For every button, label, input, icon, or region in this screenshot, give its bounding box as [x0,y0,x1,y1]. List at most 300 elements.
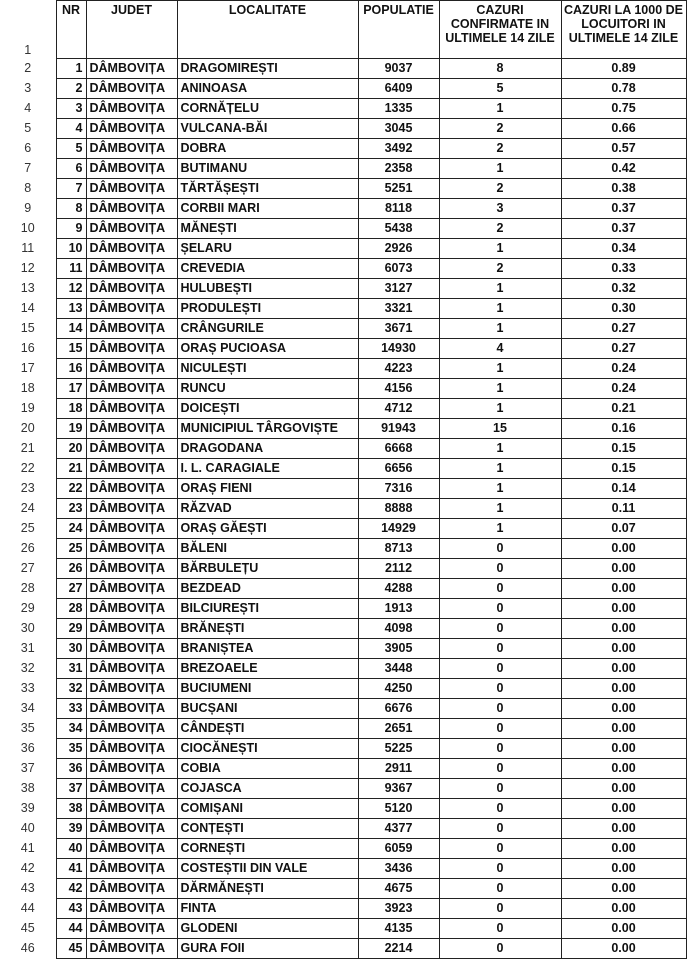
cell-judet[interactable]: DÂMBOVIȚA [86,159,177,179]
cell-rata[interactable]: 0.00 [561,859,686,879]
cell-localitate[interactable]: DOICEȘTI [177,399,358,419]
cell-localitate[interactable]: MĂNEȘTI [177,219,358,239]
cell-judet[interactable]: DÂMBOVIȚA [86,939,177,959]
cell-judet[interactable]: DÂMBOVIȚA [86,719,177,739]
cell-cazuri[interactable]: 2 [439,119,561,139]
cell-populatie[interactable]: 3923 [358,899,439,919]
cell-cazuri[interactable]: 3 [439,199,561,219]
cell-rata[interactable]: 0.00 [561,819,686,839]
row-number[interactable]: 25 [0,519,56,539]
cell-cazuri[interactable]: 0 [439,839,561,859]
cell-judet[interactable]: DÂMBOVIȚA [86,139,177,159]
cell-cazuri[interactable]: 1 [439,279,561,299]
cell-cazuri[interactable]: 1 [439,159,561,179]
cell-judet[interactable]: DÂMBOVIȚA [86,579,177,599]
cell-populatie[interactable]: 9037 [358,59,439,79]
column-header-populatie[interactable]: POPULATIE [358,1,439,59]
cell-localitate[interactable]: PRODULEȘTI [177,299,358,319]
cell-localitate[interactable]: CIOCĂNEȘTI [177,739,358,759]
cell-judet[interactable]: DÂMBOVIȚA [86,119,177,139]
cell-rata[interactable]: 0.00 [561,799,686,819]
row-number[interactable]: 16 [0,339,56,359]
cell-localitate[interactable]: ȘELARU [177,239,358,259]
cell-populatie[interactable]: 2112 [358,559,439,579]
cell-populatie[interactable]: 91943 [358,419,439,439]
cell-populatie[interactable]: 4377 [358,819,439,839]
cell-nr[interactable]: 13 [56,299,86,319]
cell-rata[interactable]: 0.00 [561,739,686,759]
cell-rata[interactable]: 0.38 [561,179,686,199]
cell-populatie[interactable]: 7316 [358,479,439,499]
cell-cazuri[interactable]: 0 [439,759,561,779]
cell-judet[interactable]: DÂMBOVIȚA [86,819,177,839]
row-number[interactable]: 22 [0,459,56,479]
cell-rata[interactable]: 0.27 [561,339,686,359]
cell-populatie[interactable]: 3448 [358,659,439,679]
row-number[interactable]: 43 [0,879,56,899]
cell-localitate[interactable]: BUTIMANU [177,159,358,179]
row-number[interactable]: 29 [0,599,56,619]
cell-cazuri[interactable]: 0 [439,619,561,639]
row-number[interactable]: 30 [0,619,56,639]
cell-populatie[interactable]: 8713 [358,539,439,559]
cell-judet[interactable]: DÂMBOVIȚA [86,879,177,899]
cell-judet[interactable]: DÂMBOVIȚA [86,219,177,239]
cell-nr[interactable]: 31 [56,659,86,679]
cell-cazuri[interactable]: 0 [439,679,561,699]
row-number[interactable]: 15 [0,319,56,339]
cell-nr[interactable]: 24 [56,519,86,539]
cell-localitate[interactable]: COMIȘANI [177,799,358,819]
cell-localitate[interactable]: RUNCU [177,379,358,399]
cell-nr[interactable]: 21 [56,459,86,479]
cell-cazuri[interactable]: 0 [439,899,561,919]
cell-nr[interactable]: 15 [56,339,86,359]
row-number[interactable]: 26 [0,539,56,559]
cell-localitate[interactable]: DRAGODANA [177,439,358,459]
row-number[interactable]: 36 [0,739,56,759]
cell-populatie[interactable]: 4288 [358,579,439,599]
cell-populatie[interactable]: 2651 [358,719,439,739]
cell-cazuri[interactable]: 0 [439,779,561,799]
cell-nr[interactable]: 16 [56,359,86,379]
cell-populatie[interactable]: 6668 [358,439,439,459]
cell-rata[interactable]: 0.16 [561,419,686,439]
cell-nr[interactable]: 28 [56,599,86,619]
cell-localitate[interactable]: BEZDEAD [177,579,358,599]
cell-cazuri[interactable]: 8 [439,59,561,79]
row-number[interactable]: 14 [0,299,56,319]
row-number[interactable]: 3 [0,79,56,99]
cell-nr[interactable]: 35 [56,739,86,759]
cell-localitate[interactable]: BUCIUMENI [177,679,358,699]
cell-nr[interactable]: 32 [56,679,86,699]
cell-populatie[interactable]: 5225 [358,739,439,759]
cell-rata[interactable]: 0.00 [561,619,686,639]
column-header-cazuri[interactable]: CAZURI CONFIRMATE IN ULTIMELE 14 ZILE [439,1,561,59]
cell-cazuri[interactable]: 4 [439,339,561,359]
cell-rata[interactable]: 0.24 [561,379,686,399]
cell-localitate[interactable]: FINTA [177,899,358,919]
cell-judet[interactable]: DÂMBOVIȚA [86,739,177,759]
cell-rata[interactable]: 0.00 [561,839,686,859]
cell-judet[interactable]: DÂMBOVIȚA [86,99,177,119]
cell-rata[interactable]: 0.00 [561,899,686,919]
cell-nr[interactable]: 4 [56,119,86,139]
cell-nr[interactable]: 43 [56,899,86,919]
cell-judet[interactable]: DÂMBOVIȚA [86,359,177,379]
cell-rata[interactable]: 0.00 [561,539,686,559]
cell-nr[interactable]: 33 [56,699,86,719]
cell-judet[interactable]: DÂMBOVIȚA [86,399,177,419]
cell-cazuri[interactable]: 1 [439,99,561,119]
cell-nr[interactable]: 18 [56,399,86,419]
cell-judet[interactable]: DÂMBOVIȚA [86,459,177,479]
cell-rata[interactable]: 0.27 [561,319,686,339]
cell-judet[interactable]: DÂMBOVIȚA [86,179,177,199]
cell-cazuri[interactable]: 2 [439,219,561,239]
cell-judet[interactable]: DÂMBOVIȚA [86,859,177,879]
row-number[interactable]: 41 [0,839,56,859]
cell-judet[interactable]: DÂMBOVIȚA [86,319,177,339]
cell-judet[interactable]: DÂMBOVIȚA [86,659,177,679]
cell-populatie[interactable]: 2358 [358,159,439,179]
cell-populatie[interactable]: 6676 [358,699,439,719]
cell-populatie[interactable]: 14930 [358,339,439,359]
cell-rata[interactable]: 0.00 [561,919,686,939]
cell-nr[interactable]: 44 [56,919,86,939]
cell-populatie[interactable]: 3671 [358,319,439,339]
cell-localitate[interactable]: ORAȘ GĂEȘTI [177,519,358,539]
cell-judet[interactable]: DÂMBOVIȚA [86,779,177,799]
cell-localitate[interactable]: BUCȘANI [177,699,358,719]
cell-nr[interactable]: 17 [56,379,86,399]
cell-localitate[interactable]: HULUBEȘTI [177,279,358,299]
cell-localitate[interactable]: CREVEDIA [177,259,358,279]
cell-populatie[interactable]: 2926 [358,239,439,259]
cell-populatie[interactable]: 5251 [358,179,439,199]
cell-populatie[interactable]: 2214 [358,939,439,959]
cell-judet[interactable]: DÂMBOVIȚA [86,239,177,259]
cell-localitate[interactable]: RĂZVAD [177,499,358,519]
cell-localitate[interactable]: GURA FOII [177,939,358,959]
cell-cazuri[interactable]: 1 [439,459,561,479]
cell-localitate[interactable]: BĂRBULEȚU [177,559,358,579]
row-number[interactable]: 42 [0,859,56,879]
cell-rata[interactable]: 0.34 [561,239,686,259]
cell-judet[interactable]: DÂMBOVIȚA [86,759,177,779]
cell-judet[interactable]: DÂMBOVIȚA [86,479,177,499]
cell-nr[interactable]: 9 [56,219,86,239]
row-number[interactable]: 4 [0,99,56,119]
cell-cazuri[interactable]: 1 [439,479,561,499]
row-number[interactable]: 24 [0,499,56,519]
cell-cazuri[interactable]: 0 [439,819,561,839]
cell-cazuri[interactable]: 2 [439,139,561,159]
cell-judet[interactable]: DÂMBOVIȚA [86,339,177,359]
cell-judet[interactable]: DÂMBOVIȚA [86,439,177,459]
row-number[interactable]: 28 [0,579,56,599]
cell-judet[interactable]: DÂMBOVIȚA [86,59,177,79]
cell-localitate[interactable]: ORAȘ FIENI [177,479,358,499]
cell-judet[interactable]: DÂMBOVIȚA [86,639,177,659]
row-number[interactable]: 20 [0,419,56,439]
cell-judet[interactable]: DÂMBOVIȚA [86,699,177,719]
cell-cazuri[interactable]: 1 [439,359,561,379]
cell-cazuri[interactable]: 1 [439,519,561,539]
cell-rata[interactable]: 0.32 [561,279,686,299]
cell-populatie[interactable]: 3321 [358,299,439,319]
cell-rata[interactable]: 0.00 [561,579,686,599]
cell-populatie[interactable]: 8888 [358,499,439,519]
row-number[interactable]: 7 [0,159,56,179]
column-header-localitate[interactable]: LOCALITATE [177,1,358,59]
row-number[interactable]: 45 [0,919,56,939]
cell-localitate[interactable]: CORBII MARI [177,199,358,219]
cell-populatie[interactable]: 6059 [358,839,439,859]
row-number[interactable]: 10 [0,219,56,239]
cell-nr[interactable]: 2 [56,79,86,99]
cell-nr[interactable]: 45 [56,939,86,959]
cell-nr[interactable]: 30 [56,639,86,659]
cell-cazuri[interactable]: 1 [439,379,561,399]
cell-populatie[interactable]: 6656 [358,459,439,479]
cell-cazuri[interactable]: 1 [439,439,561,459]
cell-cazuri[interactable]: 5 [439,79,561,99]
cell-rata[interactable]: 0.21 [561,399,686,419]
cell-cazuri[interactable]: 0 [439,599,561,619]
cell-nr[interactable]: 1 [56,59,86,79]
cell-localitate[interactable]: I. L. CARAGIALE [177,459,358,479]
cell-cazuri[interactable]: 0 [439,639,561,659]
cell-rata[interactable]: 0.15 [561,439,686,459]
cell-cazuri[interactable]: 0 [439,879,561,899]
cell-rata[interactable]: 0.24 [561,359,686,379]
cell-localitate[interactable]: CORNEȘTI [177,839,358,859]
cell-cazuri[interactable]: 2 [439,259,561,279]
cell-nr[interactable]: 11 [56,259,86,279]
cell-judet[interactable]: DÂMBOVIȚA [86,599,177,619]
cell-localitate[interactable]: CORNĂȚELU [177,99,358,119]
cell-judet[interactable]: DÂMBOVIȚA [86,799,177,819]
cell-nr[interactable]: 34 [56,719,86,739]
cell-judet[interactable]: DÂMBOVIȚA [86,839,177,859]
cell-rata[interactable]: 0.37 [561,219,686,239]
cell-nr[interactable]: 40 [56,839,86,859]
row-number[interactable]: 17 [0,359,56,379]
cell-cazuri[interactable]: 1 [439,239,561,259]
row-number[interactable]: 35 [0,719,56,739]
row-number[interactable]: 40 [0,819,56,839]
cell-nr[interactable]: 5 [56,139,86,159]
cell-nr[interactable]: 12 [56,279,86,299]
row-number[interactable]: 27 [0,559,56,579]
cell-populatie[interactable]: 3436 [358,859,439,879]
cell-localitate[interactable]: DRAGOMIREȘTI [177,59,358,79]
cell-judet[interactable]: DÂMBOVIȚA [86,79,177,99]
cell-nr[interactable]: 23 [56,499,86,519]
cell-populatie[interactable]: 4098 [358,619,439,639]
row-number[interactable]: 19 [0,399,56,419]
cell-cazuri[interactable]: 0 [439,739,561,759]
column-header-rata[interactable]: CAZURI LA 1000 DE LOCUITORI IN ULTIMELE 14 ZILE [561,1,686,59]
cell-cazuri[interactable]: 0 [439,579,561,599]
cell-nr[interactable]: 19 [56,419,86,439]
cell-cazuri[interactable]: 1 [439,299,561,319]
cell-rata[interactable]: 0.30 [561,299,686,319]
row-number[interactable]: 32 [0,659,56,679]
cell-localitate[interactable]: DOBRA [177,139,358,159]
row-number[interactable]: 31 [0,639,56,659]
cell-populatie[interactable]: 1335 [358,99,439,119]
cell-rata[interactable]: 0.75 [561,99,686,119]
cell-nr[interactable]: 10 [56,239,86,259]
cell-judet[interactable]: DÂMBOVIȚA [86,539,177,559]
row-number[interactable]: 34 [0,699,56,719]
cell-judet[interactable]: DÂMBOVIȚA [86,279,177,299]
cell-localitate[interactable]: COJASCA [177,779,358,799]
cell-rata[interactable]: 0.00 [561,559,686,579]
cell-rata[interactable]: 0.00 [561,679,686,699]
cell-judet[interactable]: DÂMBOVIȚA [86,559,177,579]
row-number[interactable]: 2 [0,59,56,79]
cell-rata[interactable]: 0.00 [561,719,686,739]
cell-populatie[interactable]: 3045 [358,119,439,139]
cell-localitate[interactable]: COBIA [177,759,358,779]
cell-rata[interactable]: 0.00 [561,939,686,959]
row-number[interactable]: 13 [0,279,56,299]
row-number[interactable]: 39 [0,799,56,819]
cell-judet[interactable]: DÂMBOVIȚA [86,899,177,919]
cell-rata[interactable]: 0.00 [561,759,686,779]
cell-localitate[interactable]: BREZOAELE [177,659,358,679]
cell-cazuri[interactable]: 0 [439,919,561,939]
cell-nr[interactable]: 39 [56,819,86,839]
cell-rata[interactable]: 0.00 [561,879,686,899]
row-number[interactable]: 37 [0,759,56,779]
cell-localitate[interactable]: TĂRTĂȘEȘTI [177,179,358,199]
cell-localitate[interactable]: BĂLENI [177,539,358,559]
cell-localitate[interactable]: CONȚEȘTI [177,819,358,839]
cell-populatie[interactable]: 3905 [358,639,439,659]
row-number[interactable]: 18 [0,379,56,399]
cell-populatie[interactable]: 3492 [358,139,439,159]
cell-nr[interactable]: 3 [56,99,86,119]
row-number[interactable]: 6 [0,139,56,159]
cell-populatie[interactable]: 6073 [358,259,439,279]
cell-judet[interactable]: DÂMBOVIȚA [86,419,177,439]
cell-nr[interactable]: 36 [56,759,86,779]
cell-cazuri[interactable]: 0 [439,719,561,739]
cell-judet[interactable]: DÂMBOVIȚA [86,519,177,539]
cell-rata[interactable]: 0.00 [561,599,686,619]
cell-nr[interactable]: 14 [56,319,86,339]
cell-cazuri[interactable]: 0 [439,659,561,679]
cell-populatie[interactable]: 14929 [358,519,439,539]
cell-localitate[interactable]: MUNICIPIUL TÂRGOVIȘTE [177,419,358,439]
cell-cazuri[interactable]: 0 [439,539,561,559]
cell-localitate[interactable]: BILCIUREȘTI [177,599,358,619]
cell-cazuri[interactable]: 0 [439,859,561,879]
cell-nr[interactable]: 38 [56,799,86,819]
row-number[interactable]: 5 [0,119,56,139]
cell-rata[interactable]: 0.07 [561,519,686,539]
cell-populatie[interactable]: 3127 [358,279,439,299]
cell-nr[interactable]: 7 [56,179,86,199]
cell-nr[interactable]: 37 [56,779,86,799]
cell-nr[interactable]: 20 [56,439,86,459]
cell-rata[interactable]: 0.00 [561,659,686,679]
cell-populatie[interactable]: 2911 [358,759,439,779]
cell-nr[interactable]: 8 [56,199,86,219]
cell-localitate[interactable]: BRĂNEȘTI [177,619,358,639]
cell-judet[interactable]: DÂMBOVIȚA [86,619,177,639]
cell-populatie[interactable]: 4675 [358,879,439,899]
cell-localitate[interactable]: DĂRMĂNEȘTI [177,879,358,899]
cell-cazuri[interactable]: 0 [439,799,561,819]
cell-nr[interactable]: 25 [56,539,86,559]
cell-rata[interactable]: 0.57 [561,139,686,159]
cell-cazuri[interactable]: 2 [439,179,561,199]
row-number[interactable]: 11 [0,239,56,259]
cell-rata[interactable]: 0.33 [561,259,686,279]
cell-rata[interactable]: 0.37 [561,199,686,219]
cell-judet[interactable]: DÂMBOVIȚA [86,919,177,939]
cell-populatie[interactable]: 5120 [358,799,439,819]
cell-rata[interactable]: 0.11 [561,499,686,519]
cell-localitate[interactable]: COSTEȘTII DIN VALE [177,859,358,879]
cell-judet[interactable]: DÂMBOVIȚA [86,299,177,319]
cell-cazuri[interactable]: 0 [439,939,561,959]
row-number[interactable]: 23 [0,479,56,499]
cell-nr[interactable]: 42 [56,879,86,899]
column-header-nr[interactable]: NR [56,1,86,59]
cell-cazuri[interactable]: 0 [439,559,561,579]
cell-rata[interactable]: 0.15 [561,459,686,479]
cell-cazuri[interactable]: 0 [439,699,561,719]
row-number[interactable]: 9 [0,199,56,219]
cell-cazuri[interactable]: 1 [439,399,561,419]
cell-nr[interactable]: 27 [56,579,86,599]
cell-cazuri[interactable]: 1 [439,319,561,339]
cell-rata[interactable]: 0.78 [561,79,686,99]
cell-populatie[interactable]: 4135 [358,919,439,939]
cell-populatie[interactable]: 6409 [358,79,439,99]
cell-populatie[interactable]: 1913 [358,599,439,619]
cell-rata[interactable]: 0.00 [561,779,686,799]
cell-rata[interactable]: 0.14 [561,479,686,499]
row-number[interactable]: 1 [0,1,56,59]
cell-rata[interactable]: 0.00 [561,699,686,719]
row-number[interactable]: 46 [0,939,56,959]
cell-rata[interactable]: 0.00 [561,639,686,659]
row-number[interactable]: 12 [0,259,56,279]
cell-nr[interactable]: 22 [56,479,86,499]
cell-localitate[interactable]: GLODENI [177,919,358,939]
cell-populatie[interactable]: 4250 [358,679,439,699]
row-number[interactable]: 44 [0,899,56,919]
cell-nr[interactable]: 41 [56,859,86,879]
cell-judet[interactable]: DÂMBOVIȚA [86,679,177,699]
cell-populatie[interactable]: 4156 [358,379,439,399]
cell-rata[interactable]: 0.89 [561,59,686,79]
cell-judet[interactable]: DÂMBOVIȚA [86,199,177,219]
cell-judet[interactable]: DÂMBOVIȚA [86,259,177,279]
cell-nr[interactable]: 29 [56,619,86,639]
cell-cazuri[interactable]: 15 [439,419,561,439]
cell-nr[interactable]: 26 [56,559,86,579]
row-number[interactable]: 21 [0,439,56,459]
